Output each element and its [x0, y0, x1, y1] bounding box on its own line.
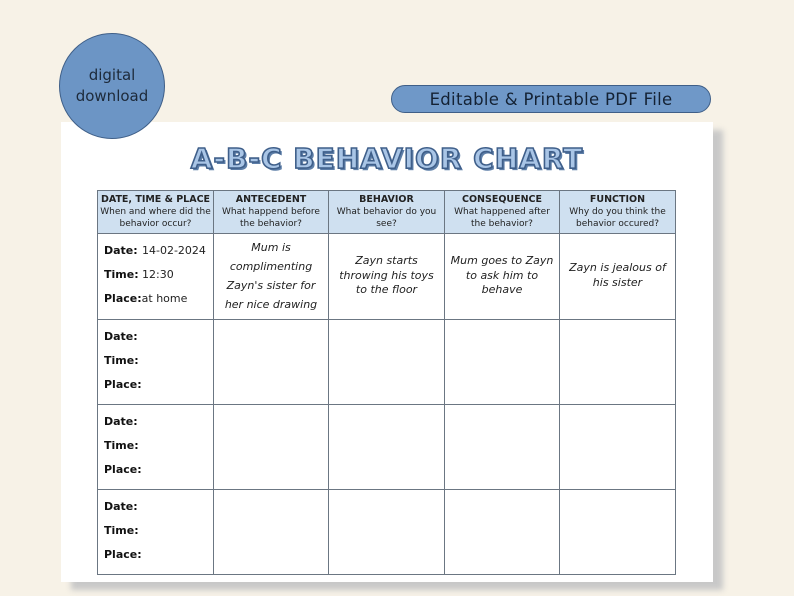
behavior-cell[interactable] — [329, 490, 445, 575]
place-label: Place: — [104, 463, 142, 476]
abc-table — [97, 190, 676, 575]
time-label: Time: — [104, 439, 139, 452]
time-label: Time: — [104, 354, 139, 367]
antecedent-text: Mum is complimenting Zayn's sister for her nice drawing — [224, 241, 318, 311]
column-subtitle: When and where did the behavior occur? — [100, 207, 211, 229]
behavior-text: Zayn starts throwing his toys to the floor — [339, 254, 434, 296]
function-cell[interactable] — [560, 405, 676, 490]
date-label: Date: — [104, 500, 138, 513]
column-header-function — [560, 191, 676, 234]
date-label: Date: — [104, 244, 138, 257]
file-type-pill — [391, 85, 711, 113]
behavior-cell[interactable] — [329, 234, 445, 320]
antecedent-cell[interactable] — [214, 405, 329, 490]
consequence-cell[interactable] — [445, 490, 560, 575]
consequence-cell[interactable] — [445, 320, 560, 405]
date-time-place-cell[interactable] — [98, 490, 214, 575]
column-header-antecedent — [214, 191, 329, 234]
column-subtitle: What happend before the behavior? — [222, 207, 320, 229]
empty-row — [98, 320, 676, 405]
column-header-date — [98, 191, 214, 234]
column-title: CONSEQUENCE — [461, 194, 543, 205]
antecedent-cell[interactable] — [214, 490, 329, 575]
behavior-cell[interactable] — [329, 405, 445, 490]
column-header-consequence — [445, 191, 560, 234]
place-value: at home — [141, 292, 188, 305]
column-subtitle: What behavior do you see? — [336, 207, 437, 229]
column-title: ANTECEDENT — [235, 194, 307, 205]
consequence-cell[interactable] — [445, 234, 560, 320]
column-header-behavior — [329, 191, 445, 234]
function-cell[interactable] — [560, 490, 676, 575]
column-title: DATE, TIME & PLACE — [100, 194, 211, 205]
place-label: Place: — [104, 292, 142, 305]
time-label: Time: — [104, 268, 139, 281]
empty-row — [98, 405, 676, 490]
date-time-place-cell[interactable] — [98, 234, 214, 320]
column-subtitle: What happened after the behavior? — [454, 207, 550, 229]
consequence-text: Mum goes to Zayn to ask him to behave — [450, 254, 554, 296]
badge-line-2: download — [75, 87, 149, 105]
date-time-place-cell[interactable] — [98, 320, 214, 405]
digital-download-badge — [59, 33, 165, 139]
date-value: 14-02-2024 — [142, 244, 206, 257]
function-cell[interactable] — [560, 320, 676, 405]
chart-sheet — [61, 122, 713, 582]
date-label: Date: — [104, 330, 138, 343]
column-subtitle: Why do you think the behavior occured? — [569, 207, 666, 229]
time-value: 12:30 — [142, 268, 174, 281]
example-row — [98, 234, 676, 320]
chart-title: A-B-C BEHAVIOR CHART — [190, 142, 584, 175]
behavior-cell[interactable] — [329, 320, 445, 405]
place-label: Place: — [104, 378, 142, 391]
place-label: Place: — [104, 548, 142, 561]
function-text: Zayn is jealous of his sister — [569, 261, 666, 289]
time-label: Time: — [104, 524, 139, 537]
function-cell[interactable] — [560, 234, 676, 320]
column-title: FUNCTION — [589, 194, 646, 205]
date-label: Date: — [104, 415, 138, 428]
pill-label: Editable & Printable PDF File — [429, 89, 673, 109]
date-time-place-cell[interactable] — [98, 405, 214, 490]
column-title: BEHAVIOR — [359, 194, 414, 205]
antecedent-cell[interactable] — [214, 320, 329, 405]
consequence-cell[interactable] — [445, 405, 560, 490]
antecedent-cell[interactable] — [214, 234, 329, 320]
header-row — [98, 191, 676, 234]
empty-row — [98, 490, 676, 575]
badge-line-1: digital — [88, 66, 136, 84]
